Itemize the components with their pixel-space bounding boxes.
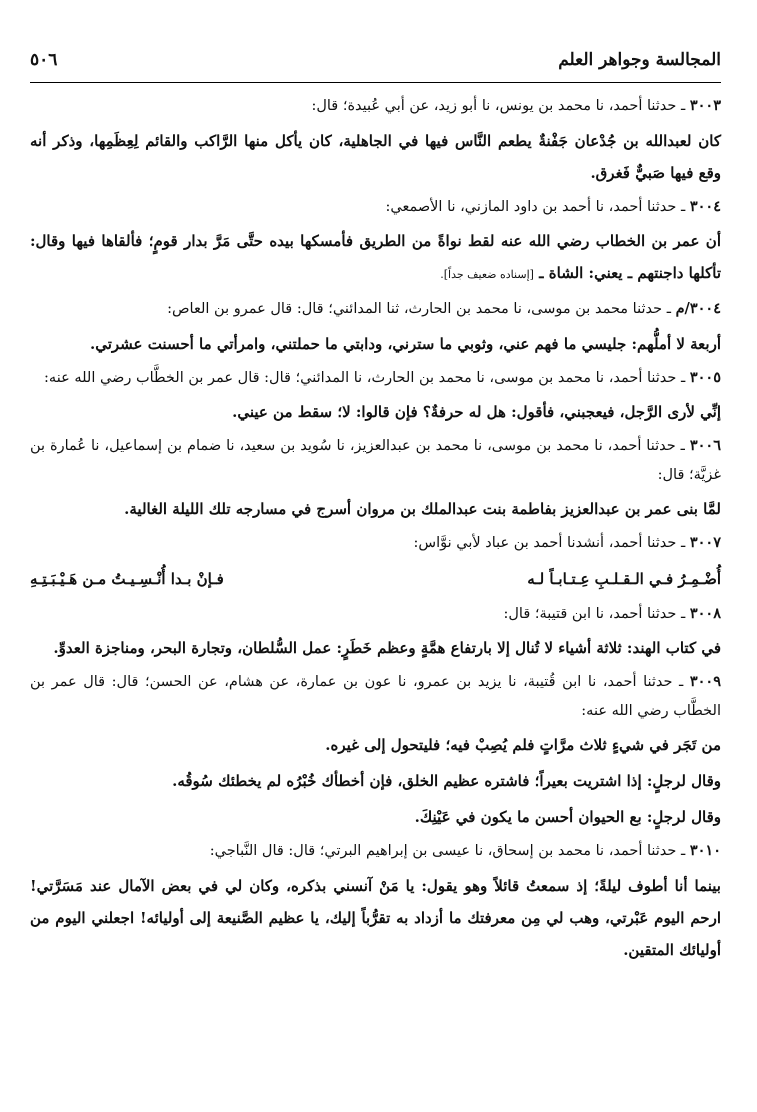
report-text: إنِّي لأرى الرَّجل، فيعجبني، فأقول: هل له حرفةٌ؟ فإن قالوا: لا؛ سقط من عيني. [232,403,721,421]
isnad-3007 [30,529,721,558]
isnad-3004 [30,193,721,222]
entry-number: ٣٠٠٥ [689,368,721,386]
report-text: أربعة لا أملُّهم: جليسي ما فهم عني، وثوبي ما سترني، ودابتي ما حملتني، وامرأتي ما أحسنت عشرتي. [89,334,721,353]
isnad-3003 [30,92,721,121]
isnad-chain: ـ حدثنا أحمد، أنشدنا أحمد بن عباد لأبي نوَّاس: [413,535,686,551]
entry-number: ٣٠٠٤ [689,197,721,215]
report-text: وقال لرجلٍ: بع الحيوان أحسن ما يكون في عَيْنِكَ. [414,808,721,826]
entry-number: ٣٠٠٣ [689,97,721,114]
entry-number: ٣٠٠٦ [689,437,721,454]
isnad-chain: ـ حدثنا أحمد، نا محمد بن موسى، نا محمد بن الحارث، نا المدائني؛ قال: قال عمر بن الخطَّاب رضي الله عنه: [44,369,686,386]
isnad-chain: ـ حدثنا أحمد، نا ابن قتيبة؛ قال: [503,605,686,622]
isnad-chain: ـ حدثنا أحمد، نا ابن قُتيبة، نا يزيد بن عمرو، نا عون بن عمارة، عن هشام، عن الحسن؛ قال: قال عمر بن الخطَّاب رضي الله عنه: [30,674,721,719]
verse-second-hemistich: فـإنْ بـدا أُنْـسِـيـتُ مـن هَـيْـبَـتِـهِ [30,569,224,588]
isnad-chain: ـ حدثنا محمد بن موسى، نا محمد بن الحارث، ثنا المدائني؛ قال: قال عمرو بن العاص: [167,301,671,317]
running-header [30,42,721,83]
page-body [30,92,721,970]
isnad-chain: ـ حدثنا أحمد، نا محمد بن يونس، نا أبو زيد، عن أبي عُبيدة؛ قال: [311,98,686,114]
isnad-3010 [30,837,721,866]
report-text [30,225,721,291]
isnad-chain: ـ حدثنا أحمد، نا محمد بن إسحاق، نا عيسى بن إبراهيم البرتي؛ قال: قال النَّباجي: [209,843,686,859]
isnad-3008 [30,600,721,629]
report-text: بينما أنا أطوف ليلةً؛ إذ سمعتُ قائلاً وهو يقول: يا مَنْ آنسني بذكره، وكان لي في بعض الآمال عند مَسَرَّتي! ارحم اليوم عَبْرتي، وهب لي مِن معرفتك ما أزداد به تقرُّباً إليك، يا عظيم الصَّنيعة إلى أوليائه! اجعلني اليوم من أوليائك المتقين. [30,876,721,959]
report-text: لمَّا بنى عمر بن عبدالعزيز بفاطمة بنت عبدالملك بن مروان أسرج في مسارجه تلك الليلة الغالية. [124,500,721,518]
isnad-3006 [30,432,721,489]
entry-number: ٣٠٠٤/م [675,300,721,317]
entry-number: ٣٠٠٧ [689,534,721,551]
entry-number: ٣٠٠٨ [689,604,721,622]
report-text: كان لعبدالله بن جُدْعان جَفْنةٌ يطعم النَّاس فيها في الجاهلية، كان يأكل منها الرَّاكب والقائم لِعِظَمِها، وذكر أنه وقع فيها صَبيٌّ فَغرق. [30,131,721,182]
report-text: في كتاب الهند: ثلاثة أشياء لا تُنال إلا بارتفاع همَّةٍ وعظم خَطَرٍ: عمل السُّلطان، وتجارة البحر، ومناجزة العدوِّ. [53,639,721,657]
verse-first-hemistich: أُضْـمِـرُ فـي الـقـلـبِ عِـتـابـاً لـه [527,569,721,588]
report-body: أن عمر بن الخطاب رضي الله عنه لقط نواةً من الطريق فأمسكها بيده حتَّى مَرَّ بدار قومٍ؛ فألقاها فيها وقال: تأكلها داجنتهم ـ يعني: الشاة ـ [30,232,721,282]
isnad-3009 [30,668,721,725]
book-title: المجالسة وجواهر العلم [558,50,721,70]
entry-number: ٣٠١٠ [689,842,721,859]
report-text: وقال لرجلٍ: إذا اشتريت بعيراً؛ فاشتره عظيم الخلق، فإن أخطأك خُبْرُه لم يخطئك سُوقُه. [172,772,721,790]
page-number: ٥٠٦ [30,50,58,70]
poem-verse [30,562,721,596]
isnad-3005 [30,364,721,393]
isnad-3004m [30,295,721,324]
isnad-chain: ـ حدثنا أحمد، نا أحمد بن داود المازني، نا الأصمعي: [385,198,686,215]
isnad-chain: ـ حدثنا أحمد، نا محمد بن موسى، نا محمد بن عبدالعزيز، نا سُويد بن سعيد، نا ضمام بن إسماعيل، نا عُمارة بن غزيَّة؛ قال: [30,438,721,483]
grading-note: [إسناده ضعيف جداً]. [440,268,534,281]
report-text: من تَجَر في شيءٍ ثلاث مرَّاتٍ فلم يُصِبْ فيه؛ فليتحول إلى غيره. [325,736,721,754]
entry-number: ٣٠٠٩ [689,673,722,690]
